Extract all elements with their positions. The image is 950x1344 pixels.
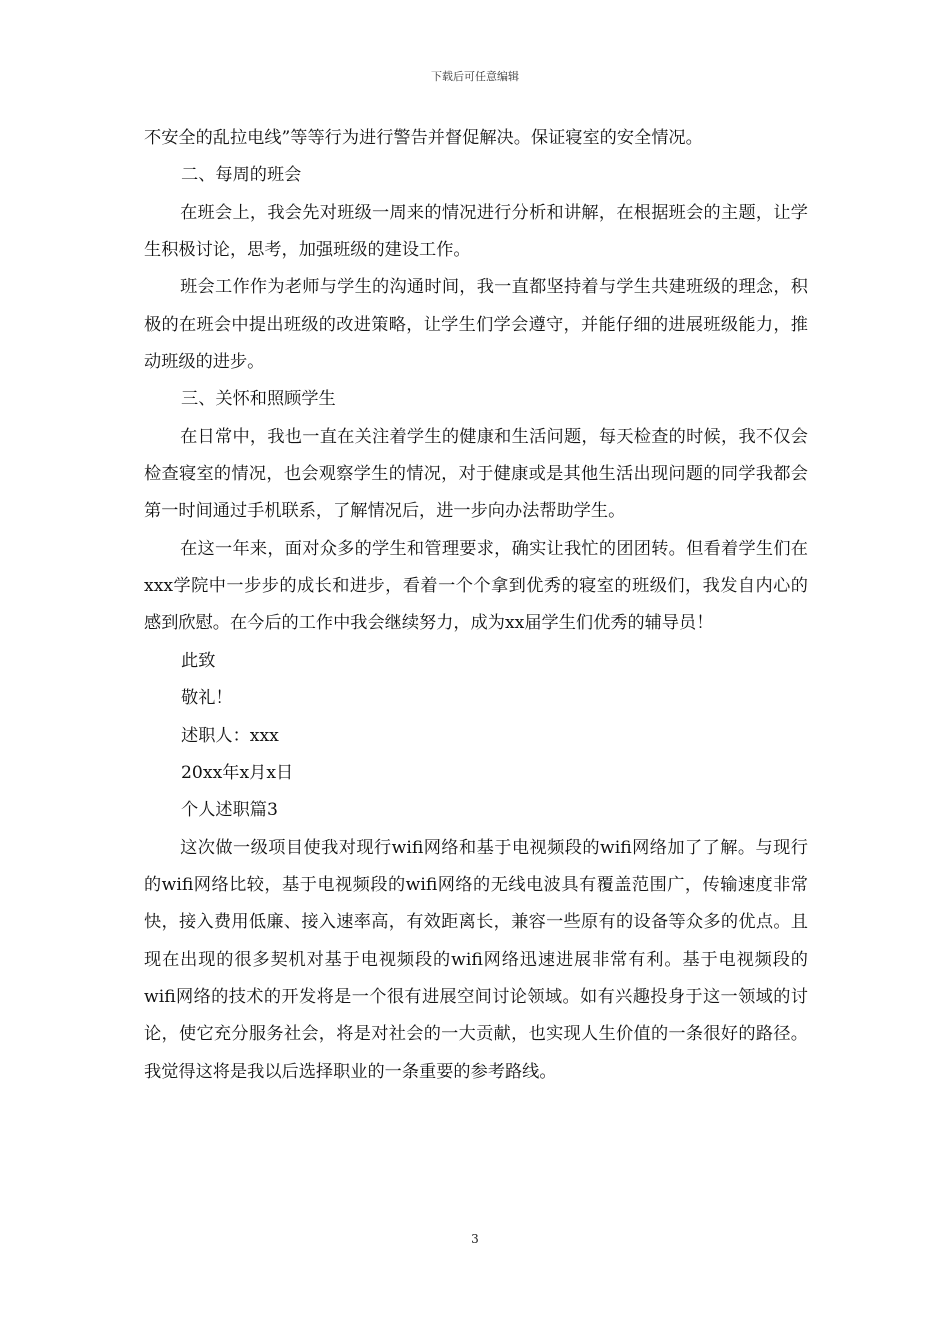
document-body xyxy=(144,120,808,1091)
section-heading: 二、每周的班会 xyxy=(181,165,302,186)
body-paragraph: 在班会上，我会先对班级一周来的情况进行分析和讲解，在根据班会的主题，让学生积极讨论，思考，加强班级的建设工作。 xyxy=(144,202,808,261)
signature-line: 述职人：xxx xyxy=(181,725,279,746)
document-subtitle: 个人述职篇3 xyxy=(181,800,278,821)
closing-salutation: 此致 xyxy=(181,650,216,671)
body-paragraph: 这次做一级项目使我对现行wifi网络和基于电视频段的wifi网络加了了解。与现行的wifi网络比较，基于电视频段的wifi网络的无线电波具有覆盖范围广，传输速度非常快，接入费用低廉、接入速率高，有效距离长，兼容一些原有的设备等众多的优点。且现在出现的很多契机对基于电视频段的wifi网络迅速进展非常有利。基于电视频段的wifi网络的技术的开发将是一个很有进展空间讨论领域。如有兴趣投身于这一领域的讨论，使它充分服务社会，将是对社会的一大贡献，也实现人生价值的一条很好的路径。我觉得这将是我以后选择职业的一条重要的参考路线。 xyxy=(144,837,808,1082)
body-paragraph: 班会工作作为老师与学生的沟通时间，我一直都坚持着与学生共建班级的理念，积极的在班会中提出班级的改进策略，让学生们学会遵守，并能仔细的进展班级能力，推动班级的进步。 xyxy=(144,277,808,373)
body-paragraph: 在这一年来，面对众多的学生和管理要求，确实让我忙的团团转。但看着学生们在xxx学院中一步步的成长和进步，看着一个个拿到优秀的寝室的班级们，我发自内心的感到欣慰。在今后的工作中我会继续努力，成为xx届学生们优秀的辅导员！ xyxy=(144,538,808,634)
page-number: 3 xyxy=(471,1232,479,1246)
section-heading: 三、关怀和照顾学生 xyxy=(181,389,336,410)
body-paragraph: 不安全的乱拉电线”等等行为进行警告并督促解决。保证寝室的安全情况。 xyxy=(144,128,703,148)
closing-regards: 敬礼！ xyxy=(181,688,233,709)
body-paragraph: 在日常中，我也一直在关注着学生的健康和生活问题，每天检查的时候，我不仅会检查寝室的情况，也会观察学生的情况，对于健康或是其他生活出现问题的同学我都会第一时间通过手机联系，了解情况后，进一步向办法帮助学生。 xyxy=(144,426,808,522)
date-line: 20xx年x月x日 xyxy=(181,762,294,783)
page-header: 下载后可任意编辑 xyxy=(431,70,519,83)
